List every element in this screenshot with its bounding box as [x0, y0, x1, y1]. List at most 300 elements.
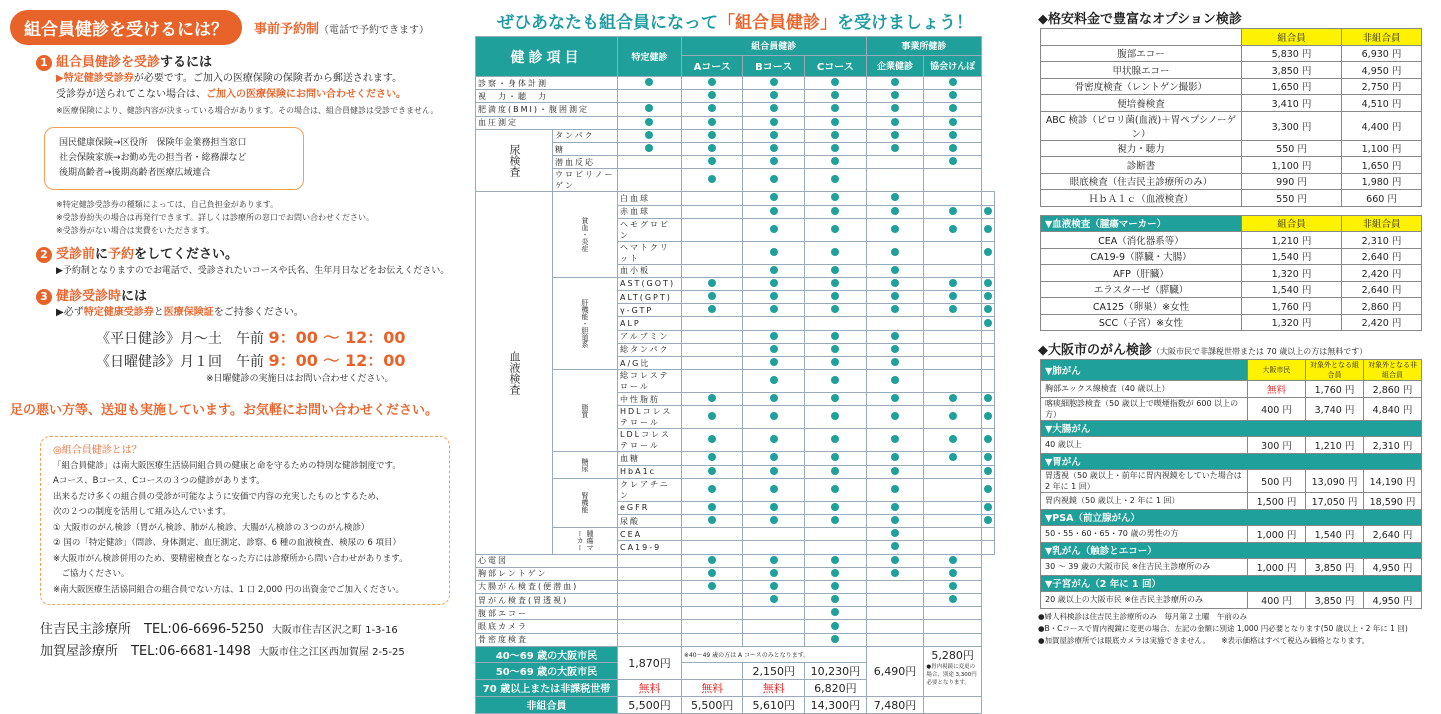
mark-cell — [681, 156, 743, 169]
table-row: 胃透視（50 歳以上・前年に胃内視鏡をしていた場合は 2 年に 1 回） 500 円 13,090 円 14,190 円 — [1041, 470, 1422, 493]
mark-cell — [805, 317, 867, 330]
exam-item: 胸部レントゲン — [476, 567, 618, 580]
dot-mark — [831, 516, 839, 524]
dot-mark — [645, 78, 653, 86]
option-heading: ◆格安料金で豊富なオプション検診 — [1038, 12, 1242, 27]
exam-item: 赤血球 — [618, 205, 682, 218]
exam-item: 潜血反応 — [553, 156, 618, 169]
table-row — [476, 169, 995, 192]
dot-mark — [708, 292, 716, 300]
dot-mark — [949, 131, 957, 139]
dot-mark — [949, 582, 957, 590]
mark-cell — [866, 218, 924, 241]
mark-cell — [982, 277, 995, 290]
dot-mark — [770, 193, 778, 201]
exam-item: 糖 — [553, 142, 618, 155]
mark-cell — [743, 304, 805, 317]
dot-mark — [831, 608, 839, 616]
exam-item: ヘモグロビン — [618, 218, 682, 241]
dot-mark — [708, 569, 716, 577]
mark-cell — [743, 580, 805, 593]
table-row: ＨｂＡ１ｃ（血液検査） 550 円 660 円 — [1041, 190, 1422, 207]
dot-mark — [984, 435, 992, 443]
pickup-notice: 足の悪い方等、送迎も実施しています。お気軽にお問い合わせください。 — [10, 403, 438, 418]
mark-cell — [805, 429, 867, 452]
exam-item: ヘマトクリット — [618, 241, 682, 264]
mark-cell — [805, 528, 867, 541]
dot-mark — [984, 279, 992, 287]
exam-item: タンパク — [553, 129, 618, 142]
mark-cell — [681, 465, 743, 478]
mark-cell — [743, 607, 805, 620]
cancer-heading: ◆大阪市のがん検診（大阪市民で非課税世帯または 70 歳以上の方は無料です） — [1038, 343, 1368, 358]
dot-mark — [831, 131, 839, 139]
dot-mark — [708, 305, 716, 313]
mark-cell — [805, 501, 867, 514]
mark-cell — [805, 465, 867, 478]
mark-cell — [743, 241, 805, 264]
mark-cell — [924, 90, 982, 103]
dot-mark — [831, 91, 839, 99]
dot-mark — [984, 305, 992, 313]
mark-cell — [618, 103, 682, 116]
mark-cell — [866, 241, 924, 264]
mark-cell — [805, 241, 867, 264]
mark-cell — [681, 514, 743, 527]
dot-mark — [770, 412, 778, 420]
mark-cell — [805, 370, 867, 393]
exam-item: 肥満度(BMI)・腹囲測定 — [476, 103, 618, 116]
section-row: ▼大腸がん — [1041, 420, 1422, 437]
mark-cell — [866, 580, 924, 593]
exam-item: 胃がん検査(胃透視) — [476, 594, 618, 607]
mark-cell — [924, 241, 982, 264]
dot-mark — [831, 175, 839, 183]
dot-mark — [770, 266, 778, 274]
dot-mark — [770, 485, 778, 493]
mark-cell — [681, 594, 743, 607]
exam-item: 血糖 — [618, 452, 682, 465]
dot-mark — [984, 319, 992, 327]
table-header: ▼血液検査（腫瘍マーカー） 組合員 非組合員 — [1041, 215, 1422, 232]
mark-cell — [924, 192, 982, 205]
dot-mark — [708, 104, 716, 112]
dot-mark — [831, 345, 839, 353]
tumor-marker-table — [1040, 215, 1422, 332]
mark-cell — [743, 514, 805, 527]
dot-mark — [891, 292, 899, 300]
mark-cell — [924, 580, 982, 593]
mark-cell — [618, 156, 682, 169]
dot-mark — [949, 91, 957, 99]
step-2: 2 受診前に予約をしてください。 ▶予約制となりますのでお電話で、受診されたいコースや氏名、生年月日などをお伝えください。 — [10, 247, 452, 279]
dot-mark — [708, 503, 716, 511]
mark-cell — [618, 567, 682, 580]
table-row — [476, 452, 995, 465]
dot-mark — [891, 556, 899, 564]
dot-mark — [770, 435, 778, 443]
mark-cell — [743, 343, 805, 356]
mark-cell — [805, 393, 867, 406]
dot-mark — [891, 529, 899, 537]
dot-mark — [831, 225, 839, 233]
mark-cell — [618, 142, 682, 155]
table-row — [476, 192, 995, 205]
table-row: 胸部エックス線検査（40 歳以上） 無料 1,760 円 2,860 円 — [1041, 381, 1422, 398]
table-row — [476, 620, 995, 633]
dot-mark — [831, 305, 839, 313]
mark-cell — [743, 77, 805, 90]
mark-cell — [924, 370, 982, 393]
mark-cell — [982, 317, 995, 330]
dot-mark — [831, 435, 839, 443]
mark-cell — [866, 393, 924, 406]
exam-table: 健診項目 特定健診 組合員健診 事業所健診 Aコース Bコース Cコース 企業健診 協会けんぽ 診察・身体計測 視 力・聴 力 肥満度(BMI)・腹囲測定 血圧測定 尿検査 タンパク 糖 潜血反応 ウロビリノーゲン 血液検査 貧血・炎症 白血球 赤血球 ヘモグロビン ヘマトクリット 血小板 肝機能・胆道系 AST(GOT) ALT(GPT) γ-GTP ALP アルブミン 総タンパク A/G比 脂質 総コレステロール 中性脂肪 HDLコレステロール LDLコレステロール 糖尿 血糖 HbA1c 腎機能 クレアチニン eGFR 尿酸 腫瘍マーカー CEA CA19-9 心電図 胸部レントゲン 大腸がん検査(便潜血) 胃がん検査(胃透視) 腹部エコー 眼底カメラ 骨密度検査 40〜69 歳の大阪市民 1,870円 ※40〜49 歳の方は A コースのみとなります。 6,490円 5,280円 ●胃内視鏡に変更の場合、別途 3,300円必要となります。 50〜69 歳の大阪市民 2,150円 10,230円 70 歳以上または非課税世帯 無料 無料 無料 6,820円 非組合員 5,500円 5,500円 5,610円 14,300円 7,480円 — [475, 36, 995, 714]
exam-item: 眼底カメラ — [476, 620, 618, 633]
dot-mark — [770, 118, 778, 126]
clinic-list: 住吉民主診療所 TEL:06-6696-5250 大阪市住吉区沢之町 1-3-16 加賀屋診療所 TEL:06-6681-1498 大阪市住之江区西加賀屋 2-5-25 — [40, 622, 405, 659]
mark-cell — [681, 264, 743, 277]
exam-item: 尿酸 — [618, 514, 682, 527]
dot-mark — [831, 467, 839, 475]
dot-mark — [891, 394, 899, 402]
mark-cell — [866, 192, 924, 205]
section-row: ▼乳がん（触診とエコー） — [1041, 542, 1422, 559]
mark-cell — [866, 633, 924, 646]
mark-cell — [866, 554, 924, 567]
mark-cell — [982, 528, 995, 541]
mark-cell — [743, 594, 805, 607]
table-row — [476, 103, 995, 116]
exam-item: 腹部エコー — [476, 607, 618, 620]
section-row: ▼子宮がん（2 年に 1 回） — [1041, 575, 1422, 592]
mark-cell — [805, 218, 867, 241]
exam-item: 血小板 — [618, 264, 682, 277]
mark-cell — [924, 620, 982, 633]
table-row — [476, 528, 995, 541]
dot-mark — [891, 225, 899, 233]
mark-cell — [743, 218, 805, 241]
mark-cell — [681, 429, 743, 452]
dot-mark — [770, 358, 778, 366]
mark-cell — [681, 607, 743, 620]
mark-cell — [681, 452, 743, 465]
mark-cell — [681, 77, 743, 90]
mark-cell — [924, 205, 982, 218]
dot-mark — [891, 412, 899, 420]
table-row: エラスターゼ（膵臓） 1,540 円 2,640 円 — [1041, 281, 1422, 298]
dot-mark — [891, 193, 899, 201]
exam-item: 中性脂肪 — [618, 393, 682, 406]
mark-cell — [743, 330, 805, 343]
mark-cell — [618, 620, 682, 633]
mark-cell — [681, 129, 743, 142]
mark-cell — [618, 116, 682, 129]
mark-cell — [743, 633, 805, 646]
dot-mark — [984, 207, 992, 215]
table-row: 骨密度検査（レントゲン撮影） 1,650 円 2,750 円 — [1041, 78, 1422, 95]
mark-cell — [866, 567, 924, 580]
dot-mark — [770, 78, 778, 86]
dot-mark — [831, 193, 839, 201]
dot-mark — [949, 144, 957, 152]
mark-cell — [866, 406, 924, 429]
exam-item: アルブミン — [618, 330, 682, 343]
mark-cell — [805, 169, 867, 192]
exam-item: γ-GTP — [618, 304, 682, 317]
dot-mark — [770, 305, 778, 313]
mark-cell — [743, 541, 805, 554]
mark-cell — [805, 406, 867, 429]
mark-cell — [866, 528, 924, 541]
dot-mark — [831, 635, 839, 643]
mark-cell — [866, 594, 924, 607]
dot-mark — [891, 542, 899, 550]
mark-cell — [924, 465, 982, 478]
dot-mark — [770, 569, 778, 577]
table-row — [476, 90, 995, 103]
exam-item: 診察・身体計測 — [476, 77, 618, 90]
mark-cell — [982, 478, 995, 501]
dot-mark — [831, 569, 839, 577]
mark-cell — [681, 116, 743, 129]
mark-cell — [805, 357, 867, 370]
exam-item: A/G比 — [618, 357, 682, 370]
dot-mark — [831, 279, 839, 287]
mark-cell — [805, 633, 867, 646]
mark-cell — [681, 205, 743, 218]
mark-cell — [743, 393, 805, 406]
table-row: 視力・聴力 550 円 1,100 円 — [1041, 140, 1422, 157]
dot-mark — [770, 292, 778, 300]
dot-mark — [891, 453, 899, 461]
mark-cell — [618, 607, 682, 620]
mark-cell — [924, 264, 982, 277]
dot-mark — [831, 248, 839, 256]
mark-cell — [743, 116, 805, 129]
mark-cell — [618, 77, 682, 90]
mark-cell — [681, 620, 743, 633]
dot-mark — [831, 453, 839, 461]
dot-mark — [708, 144, 716, 152]
mark-cell — [743, 501, 805, 514]
mark-cell — [743, 277, 805, 290]
dot-mark — [891, 131, 899, 139]
mark-cell — [805, 192, 867, 205]
dot-mark — [984, 516, 992, 524]
dot-mark — [708, 582, 716, 590]
mark-cell — [924, 142, 982, 155]
mark-cell — [681, 633, 743, 646]
insurer-box: 国民健康保険→区役所 保険年金業務担当窓口 社会保険家族→お勤め先の担当者・総務課など 後期高齢者→後期高齢者医療広域連合 — [44, 127, 304, 190]
mark-cell — [743, 429, 805, 452]
dot-mark — [708, 485, 716, 493]
left-column — [0, 0, 462, 673]
mark-cell — [681, 406, 743, 429]
mark-cell — [805, 452, 867, 465]
mark-cell — [681, 192, 743, 205]
dot-mark — [770, 332, 778, 340]
dot-mark — [984, 467, 992, 475]
dot-mark — [708, 394, 716, 402]
mark-cell — [743, 465, 805, 478]
table-row: 50・55・60・65・70 歳の男性の方 1,000 円 1,540 円 2,640 円 — [1041, 526, 1422, 543]
mark-cell — [805, 90, 867, 103]
mark-cell — [924, 393, 982, 406]
dot-mark — [984, 248, 992, 256]
mark-cell — [618, 594, 682, 607]
exam-item: 骨密度検査 — [476, 633, 618, 646]
mark-cell — [743, 317, 805, 330]
mark-cell — [805, 304, 867, 317]
mark-cell — [982, 514, 995, 527]
dot-mark — [831, 266, 839, 274]
dot-mark — [984, 503, 992, 511]
mark-cell — [681, 357, 743, 370]
mark-cell — [982, 192, 995, 205]
mark-cell — [681, 478, 743, 501]
dot-mark — [891, 279, 899, 287]
table-header: ▼肺がん 大阪市民 対象外となる組合員 対象外となる非組合員 — [1041, 360, 1422, 381]
table-row — [476, 77, 995, 90]
dot-mark — [949, 569, 957, 577]
dot-mark — [891, 91, 899, 99]
mark-cell — [743, 357, 805, 370]
dot-mark — [708, 467, 716, 475]
dot-mark — [708, 453, 716, 461]
dot-mark — [949, 279, 957, 287]
dot-mark — [708, 279, 716, 287]
dot-mark — [891, 104, 899, 112]
mark-cell — [743, 129, 805, 142]
dot-mark — [770, 248, 778, 256]
ticket-notes: ※特定健診受診券の種類によっては、自己負担金があります。 ※受診券紛失の場合は再発行できます。詳しくは診療所の窓口でお問い合わせください。 ※受診券がない場合は実費をいただきます。 — [56, 200, 375, 235]
exam-item: 血圧測定 — [476, 116, 618, 129]
mark-cell — [924, 116, 982, 129]
about-box: ◎組合員健診とは？ 「組合員健診」は南大阪医療生活協同組合員の健康と命を守るための特別な健診制度です。 Aコース、Bコース、Cコースの３つの健診があります。 出来るだけ多くの組合員の受診が可能なように安価で内容の充実したものとするため、 次の２つの制度を活用して組み込んでいます。 ① 大阪市のがん検診（胃がん検診、肺がん検診、大腸がん検診の３つのがん検診） ② 国の「特定健診」（問診、身体測定、血圧測定、診察、6 種の血液検査、検尿の 6 項目） ※大阪市がん検診併用のため、要精密検査となった方には診療所から問い合わせがあります。 ご協力ください。 ※南大阪医療生活協同組合の組合員でない方は、1 口 2,000 円の出資金でご加入ください。 — [40, 436, 450, 605]
dot-mark — [984, 412, 992, 420]
mark-cell — [924, 478, 982, 501]
table-row — [476, 370, 995, 393]
dot-mark — [770, 157, 778, 165]
dot-mark — [708, 118, 716, 126]
mark-cell — [982, 304, 995, 317]
dot-mark — [831, 332, 839, 340]
dot-mark — [770, 467, 778, 475]
mark-cell — [681, 370, 743, 393]
table-row: CEA（消化器系等） 1,210 円 2,310 円 — [1041, 232, 1422, 249]
dot-mark — [891, 485, 899, 493]
exam-item: 総コレステロール — [618, 370, 682, 393]
table-row: CA19-9（膵臓・大腸） 1,540 円 2,640 円 — [1041, 248, 1422, 265]
mark-cell — [681, 541, 743, 554]
section-row: ▼胃がん — [1041, 453, 1422, 470]
mark-cell — [866, 343, 924, 356]
mark-cell — [618, 129, 682, 142]
dot-mark — [949, 394, 957, 402]
mark-cell — [866, 205, 924, 218]
table-row: 40 歳以上 300 円 1,210 円 2,310 円 — [1041, 437, 1422, 454]
mark-cell — [805, 478, 867, 501]
mark-cell — [805, 343, 867, 356]
mark-cell — [982, 406, 995, 429]
dot-mark — [831, 157, 839, 165]
mark-cell — [805, 264, 867, 277]
dot-mark — [949, 207, 957, 215]
dot-mark — [770, 345, 778, 353]
table-row: 診断書 1,100 円 1,650 円 — [1041, 157, 1422, 174]
mark-cell — [743, 554, 805, 567]
exam-item: 心電図 — [476, 554, 618, 567]
mark-cell — [743, 142, 805, 155]
mark-cell — [924, 501, 982, 514]
mark-cell — [982, 541, 995, 554]
mark-cell — [681, 580, 743, 593]
mark-cell — [866, 291, 924, 304]
mark-cell — [866, 465, 924, 478]
dot-mark — [770, 556, 778, 564]
dot-mark — [708, 131, 716, 139]
table-row: 30 〜 39 歳の大阪市民 ※住吉民主診療所のみ 1,000 円 3,850 円 4,950 円 — [1041, 559, 1422, 576]
mark-cell — [681, 567, 743, 580]
exam-item: eGFR — [618, 501, 682, 514]
dot-mark — [708, 516, 716, 524]
dot-mark — [708, 91, 716, 99]
mark-cell — [982, 205, 995, 218]
dot-mark — [831, 292, 839, 300]
mark-cell — [866, 452, 924, 465]
table-row — [476, 129, 995, 142]
dot-mark — [949, 412, 957, 420]
middle-column — [474, 0, 996, 714]
mark-cell — [866, 156, 924, 169]
exam-item: ウロビリノーゲン — [553, 169, 618, 192]
dot-mark — [949, 595, 957, 603]
mid-title: ぜひあなたも組合員になって「組合員健診」を受けましょう！ — [497, 13, 973, 33]
mark-cell — [743, 264, 805, 277]
dot-mark — [770, 131, 778, 139]
mark-cell — [866, 357, 924, 370]
dot-mark — [891, 78, 899, 86]
dot-mark — [708, 412, 716, 420]
table-row — [476, 554, 995, 567]
dot-mark — [949, 104, 957, 112]
dot-mark — [831, 78, 839, 86]
dot-mark — [984, 394, 992, 402]
mark-cell — [924, 357, 982, 370]
mark-cell — [866, 264, 924, 277]
mark-cell — [681, 90, 743, 103]
table-row: 胃内視鏡（50 歳以上・2 年に 1 回） 1,500 円 17,050 円 18,590 円 — [1041, 493, 1422, 510]
mark-cell — [924, 429, 982, 452]
mark-cell — [681, 291, 743, 304]
dot-mark — [770, 144, 778, 152]
dot-mark — [770, 394, 778, 402]
mark-cell — [866, 277, 924, 290]
mark-cell — [805, 142, 867, 155]
mark-cell — [866, 620, 924, 633]
dot-mark — [770, 376, 778, 384]
reserve-label: 事前予約制（電話で予約できます） — [254, 22, 430, 37]
table-row — [476, 567, 995, 580]
mark-cell — [743, 452, 805, 465]
dot-mark — [891, 516, 899, 524]
mark-cell — [866, 116, 924, 129]
mark-cell — [982, 357, 995, 370]
mark-cell — [982, 370, 995, 393]
section-row: ▼PSA（前立腺がん） — [1041, 509, 1422, 526]
mark-cell — [805, 541, 867, 554]
